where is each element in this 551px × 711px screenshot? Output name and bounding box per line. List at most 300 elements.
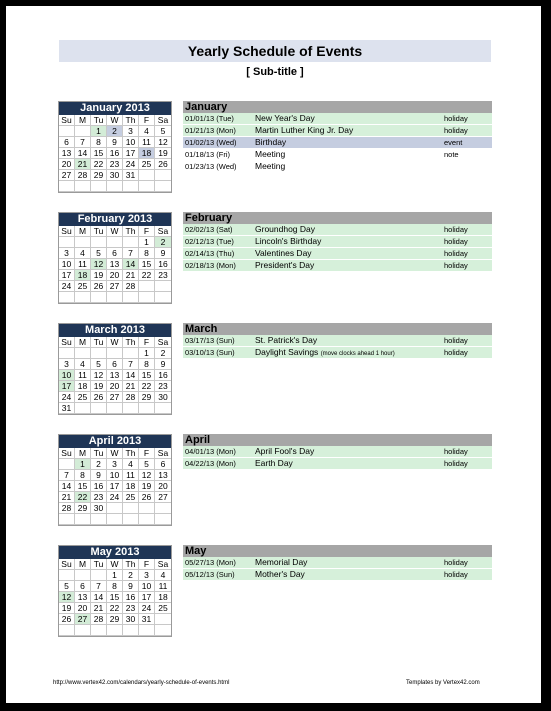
calendar-day-cell: 5 [91, 248, 107, 259]
calendar-day-cell: 27 [107, 281, 123, 292]
weekday-label: Tu [91, 226, 107, 237]
calendar-week-row [59, 581, 171, 592]
calendar-day-cell: 11 [123, 470, 139, 481]
calendar-day-cell [91, 348, 107, 359]
calendar-day-cell: 23 [155, 381, 171, 392]
calendar-day-cell: 17 [59, 381, 75, 392]
events-list [183, 545, 492, 581]
event-date: 01/02/13 (Wed) [185, 138, 237, 147]
calendar-day-cell [59, 348, 75, 359]
calendar-day-cell: 12 [91, 259, 107, 270]
calendar-day-cell: 15 [75, 481, 91, 492]
calendar-day-cell: 6 [107, 248, 123, 259]
event-name-cell [255, 161, 285, 172]
calendar-day-cell: 2 [91, 459, 107, 470]
calendar-day-cell: 12 [155, 137, 171, 148]
footer-credit[interactable]: Templates by Vertex42.com [406, 680, 480, 686]
calendar-day-cell: 1 [139, 237, 155, 248]
month-section-header: March [183, 323, 492, 335]
calendar-week-row [59, 370, 171, 381]
event-row [183, 125, 492, 137]
calendar-day-cell: 18 [75, 381, 91, 392]
event-row [183, 236, 492, 248]
event-name: Groundhog Day [255, 224, 316, 234]
weekday-label: W [107, 115, 123, 126]
calendar-week-row [59, 592, 171, 603]
calendar-week-row [59, 281, 171, 292]
event-row [183, 224, 492, 236]
calendar-day-cell: 21 [123, 381, 139, 392]
calendar-day-cell [59, 625, 75, 636]
calendar-day-cell: 25 [75, 392, 91, 403]
event-name: Earth Day [255, 458, 293, 468]
month-section-header: April [183, 434, 492, 446]
calendar-day-cell: 4 [123, 459, 139, 470]
calendar-day-cell: 20 [107, 270, 123, 281]
weekday-label: W [107, 559, 123, 570]
calendar-day-cell: 25 [75, 281, 91, 292]
calendar-day-cell [139, 514, 155, 525]
calendar-day-cell: 8 [107, 581, 123, 592]
event-name-cell [255, 125, 353, 136]
event-row [183, 446, 492, 458]
event-type: holiday [444, 237, 468, 246]
weekday-label: M [75, 337, 91, 348]
weekday-label: F [139, 337, 155, 348]
calendar-day-cell: 11 [75, 259, 91, 270]
weekday-label: F [139, 448, 155, 459]
calendar-day-cell [155, 403, 171, 414]
weekday-label: M [75, 115, 91, 126]
calendar-week-row [59, 570, 171, 581]
calendar-day-cell: 27 [59, 170, 75, 181]
event-type: holiday [444, 348, 468, 357]
calendar-day-cell [75, 181, 91, 192]
calendar-week-row [59, 259, 171, 270]
calendar-week-row [59, 603, 171, 614]
event-name: Valentines Day [255, 248, 312, 258]
event-name-cell [255, 446, 314, 457]
calendar-day-cell: 9 [155, 248, 171, 259]
event-row [183, 458, 492, 470]
calendar-day-cell: 29 [91, 170, 107, 181]
weekday-label: F [139, 115, 155, 126]
calendar-day-cell: 8 [139, 248, 155, 259]
event-name: April Fool's Day [255, 446, 315, 456]
calendar-day-cell: 28 [123, 281, 139, 292]
mini-calendar [58, 434, 172, 526]
calendar-day-cell: 19 [139, 481, 155, 492]
calendar-week-row [59, 514, 171, 525]
calendar-week-row [59, 625, 171, 636]
calendar-day-cell: 2 [107, 126, 123, 137]
event-name-cell [255, 557, 307, 568]
calendar-day-cell: 7 [123, 248, 139, 259]
calendar-week-row [59, 126, 171, 137]
calendar-day-cell [155, 503, 171, 514]
event-date: 03/17/13 (Sun) [185, 336, 235, 345]
calendar-day-cell [59, 292, 75, 303]
event-date: 03/10/13 (Sun) [185, 348, 235, 357]
calendar-day-cell: 7 [91, 581, 107, 592]
calendar-day-cell [155, 281, 171, 292]
calendar-day-cell [155, 170, 171, 181]
calendar-day-cell [123, 292, 139, 303]
calendar-day-cell: 29 [75, 503, 91, 514]
schedule-page [6, 6, 541, 703]
calendar-day-cell [123, 503, 139, 514]
calendar-day-cell [91, 625, 107, 636]
weekday-label: W [107, 337, 123, 348]
calendar-day-cell: 21 [75, 159, 91, 170]
calendar-day-cell: 12 [139, 470, 155, 481]
calendar-day-cell: 16 [155, 370, 171, 381]
event-name-cell [255, 224, 315, 235]
calendar-day-cell: 31 [123, 170, 139, 181]
calendar-day-cell: 19 [91, 270, 107, 281]
weekday-label: Sa [155, 226, 171, 237]
event-type: holiday [444, 570, 468, 579]
calendar-day-cell: 10 [123, 137, 139, 148]
calendar-day-cell [107, 503, 123, 514]
calendar-day-cell: 20 [107, 381, 123, 392]
calendar-day-cell: 3 [59, 248, 75, 259]
calendar-day-cell: 2 [123, 570, 139, 581]
calendar-week-row [59, 270, 171, 281]
events-list [183, 212, 492, 272]
event-name-cell [255, 149, 285, 160]
calendar-day-cell: 21 [123, 270, 139, 281]
weekday-label: Sa [155, 448, 171, 459]
calendar-day-cell: 18 [155, 592, 171, 603]
event-row [183, 161, 492, 173]
calendar-day-cell: 15 [91, 148, 107, 159]
calendar-day-cell: 20 [155, 481, 171, 492]
calendar-day-cell [107, 181, 123, 192]
calendar-day-cell: 24 [107, 492, 123, 503]
calendar-day-cell: 16 [107, 148, 123, 159]
calendar-week-row [59, 503, 171, 514]
calendar-day-cell: 12 [59, 592, 75, 603]
calendar-day-cell [107, 237, 123, 248]
calendar-day-cell [139, 292, 155, 303]
calendar-day-cell: 8 [139, 359, 155, 370]
calendar-day-cell: 15 [139, 259, 155, 270]
mini-calendar [58, 212, 172, 304]
calendar-day-cell [139, 181, 155, 192]
weekday-label: Sa [155, 337, 171, 348]
event-name-cell [255, 113, 315, 124]
mini-calendar [58, 101, 172, 193]
calendar-day-cell [155, 181, 171, 192]
mini-calendar [58, 323, 172, 415]
calendar-day-cell [75, 348, 91, 359]
event-name: Mother's Day [255, 569, 305, 579]
calendar-day-cell [75, 570, 91, 581]
calendar-day-cell: 29 [139, 392, 155, 403]
calendar-day-cell: 1 [107, 570, 123, 581]
event-row [183, 149, 492, 161]
calendar-day-cell: 9 [123, 581, 139, 592]
calendar-day-cell: 24 [123, 159, 139, 170]
event-date: 05/27/13 (Mon) [185, 558, 236, 567]
calendar-day-cell: 28 [75, 170, 91, 181]
event-row [183, 113, 492, 125]
events-list [183, 323, 492, 359]
event-date: 05/12/13 (Sun) [185, 570, 235, 579]
weekday-label: M [75, 559, 91, 570]
calendar-day-cell: 4 [75, 359, 91, 370]
weekday-label: Th [123, 115, 139, 126]
mini-calendar [58, 545, 172, 637]
calendar-day-cell: 22 [75, 492, 91, 503]
weekday-label: Th [123, 559, 139, 570]
calendar-day-cell: 29 [107, 614, 123, 625]
calendar-week-row [59, 470, 171, 481]
calendar-day-cell: 16 [91, 481, 107, 492]
weekday-label: Sa [155, 559, 171, 570]
event-row [183, 557, 492, 569]
event-type: holiday [444, 114, 468, 123]
calendar-week-row [59, 614, 171, 625]
calendar-day-cell: 28 [123, 392, 139, 403]
calendar-week-row [59, 392, 171, 403]
calendar-day-cell: 18 [123, 481, 139, 492]
event-name: Martin Luther King Jr. Day [255, 125, 354, 135]
event-name-cell [255, 236, 321, 247]
calendar-day-cell: 21 [59, 492, 75, 503]
calendar-day-cell: 24 [139, 603, 155, 614]
calendar-day-cell: 1 [91, 126, 107, 137]
calendar-day-cell: 18 [75, 270, 91, 281]
calendar-day-cell [107, 514, 123, 525]
event-name: Meeting [255, 149, 286, 159]
calendar-title: April 2013 [59, 435, 171, 448]
event-row [183, 137, 492, 149]
calendar-day-cell: 30 [107, 170, 123, 181]
calendar-week-row [59, 459, 171, 470]
calendar-day-cell: 10 [107, 470, 123, 481]
page-subtitle: [ Sub-title ] [246, 66, 304, 78]
calendar-title: February 2013 [59, 213, 171, 226]
calendar-day-cell [107, 292, 123, 303]
calendar-day-cell: 16 [155, 259, 171, 270]
calendar-day-cell: 11 [155, 581, 171, 592]
calendar-day-cell: 13 [59, 148, 75, 159]
calendar-day-cell: 30 [91, 503, 107, 514]
event-name: President's Day [255, 260, 315, 270]
calendar-day-cell: 22 [107, 603, 123, 614]
weekday-header-row [59, 337, 171, 348]
calendar-day-cell: 2 [155, 348, 171, 359]
weekday-label: Th [123, 337, 139, 348]
calendar-day-cell: 26 [155, 159, 171, 170]
event-name: Lincoln's Birthday [255, 236, 322, 246]
calendar-day-cell: 13 [107, 259, 123, 270]
weekday-label: Th [123, 448, 139, 459]
calendar-day-cell: 1 [139, 348, 155, 359]
calendar-day-cell [91, 570, 107, 581]
event-row [183, 347, 492, 359]
calendar-day-cell: 7 [59, 470, 75, 481]
footer-url[interactable]: http://www.vertex42.com/calendars/yearly-schedule-of-events.html [53, 680, 230, 686]
calendar-week-row [59, 492, 171, 503]
calendar-day-cell: 22 [139, 270, 155, 281]
weekday-label: Su [59, 226, 75, 237]
calendar-day-cell: 3 [107, 459, 123, 470]
calendar-week-row [59, 181, 171, 192]
event-name: Memorial Day [255, 557, 308, 567]
event-type: event [444, 138, 463, 147]
calendar-day-cell: 4 [75, 248, 91, 259]
calendar-day-cell: 20 [59, 159, 75, 170]
calendar-day-cell: 5 [59, 581, 75, 592]
weekday-label: Tu [91, 448, 107, 459]
calendar-day-cell: 8 [75, 470, 91, 481]
event-date: 01/18/13 (Fri) [185, 150, 231, 159]
calendar-day-cell [59, 459, 75, 470]
calendar-day-cell: 7 [123, 359, 139, 370]
calendar-day-cell: 23 [107, 159, 123, 170]
weekday-label: Su [59, 559, 75, 570]
calendar-day-cell: 9 [107, 137, 123, 148]
event-date: 02/14/13 (Thu) [185, 249, 235, 258]
event-type: holiday [444, 558, 468, 567]
calendar-day-cell [75, 625, 91, 636]
calendar-day-cell: 14 [75, 148, 91, 159]
event-note: (move clocks ahead 1 hour) [320, 351, 395, 357]
event-name-cell [255, 347, 395, 360]
calendar-day-cell [123, 625, 139, 636]
calendar-week-row [59, 403, 171, 414]
calendar-day-cell: 23 [123, 603, 139, 614]
calendar-day-cell [75, 237, 91, 248]
calendar-day-cell: 30 [155, 392, 171, 403]
event-date: 01/21/13 (Mon) [185, 126, 236, 135]
event-type: holiday [444, 249, 468, 258]
calendar-day-cell: 4 [139, 126, 155, 137]
calendar-day-cell [139, 170, 155, 181]
calendar-day-cell [123, 403, 139, 414]
calendar-day-cell [139, 281, 155, 292]
event-row [183, 260, 492, 272]
event-type: holiday [444, 459, 468, 468]
page-title: Yearly Schedule of Events [187, 43, 363, 59]
calendar-day-cell: 22 [91, 159, 107, 170]
calendar-week-row [59, 248, 171, 259]
month-section-header: February [183, 212, 492, 224]
calendar-week-row [59, 148, 171, 159]
event-date: 02/18/13 (Mon) [185, 261, 236, 270]
calendar-day-cell: 10 [139, 581, 155, 592]
calendar-day-cell: 4 [155, 570, 171, 581]
event-name-cell [255, 335, 317, 346]
calendar-day-cell: 26 [91, 281, 107, 292]
calendar-day-cell: 11 [75, 370, 91, 381]
weekday-label: W [107, 226, 123, 237]
calendar-day-cell [139, 403, 155, 414]
weekday-label: M [75, 226, 91, 237]
event-name: New Year's Day [255, 113, 315, 123]
events-list [183, 434, 492, 470]
calendar-day-cell: 6 [107, 359, 123, 370]
calendar-day-cell: 14 [123, 259, 139, 270]
weekday-header-row [59, 115, 171, 126]
calendar-day-cell: 7 [75, 137, 91, 148]
weekday-label: Sa [155, 115, 171, 126]
calendar-day-cell: 31 [59, 403, 75, 414]
event-name-cell [255, 137, 286, 148]
calendar-day-cell: 6 [59, 137, 75, 148]
calendar-day-cell [155, 514, 171, 525]
calendar-day-cell: 1 [75, 459, 91, 470]
calendar-day-cell: 19 [91, 381, 107, 392]
calendar-day-cell: 25 [123, 492, 139, 503]
event-type: holiday [444, 261, 468, 270]
calendar-day-cell: 15 [107, 592, 123, 603]
event-name: Birthday [255, 137, 287, 147]
event-date: 02/12/13 (Tue) [185, 237, 234, 246]
event-type: holiday [444, 225, 468, 234]
calendar-week-row [59, 481, 171, 492]
calendar-day-cell [75, 514, 91, 525]
event-date: 02/02/13 (Sat) [185, 225, 233, 234]
calendar-day-cell: 17 [123, 148, 139, 159]
weekday-label: Tu [91, 559, 107, 570]
title-bar [59, 40, 491, 62]
calendar-title: March 2013 [59, 324, 171, 337]
event-date: 04/22/13 (Mon) [185, 459, 236, 468]
calendar-day-cell [91, 292, 107, 303]
calendar-day-cell [75, 292, 91, 303]
calendar-day-cell: 21 [91, 603, 107, 614]
event-row [183, 248, 492, 260]
event-type: holiday [444, 336, 468, 345]
calendar-day-cell [59, 237, 75, 248]
calendar-week-row [59, 170, 171, 181]
calendar-day-cell: 13 [75, 592, 91, 603]
calendar-day-cell: 27 [75, 614, 91, 625]
calendar-week-row [59, 348, 171, 359]
calendar-week-row [59, 292, 171, 303]
event-name-cell [255, 458, 293, 469]
calendar-day-cell [123, 514, 139, 525]
weekday-label: Tu [91, 115, 107, 126]
calendar-day-cell: 3 [59, 359, 75, 370]
event-date: 04/01/13 (Mon) [185, 447, 236, 456]
calendar-day-cell [123, 181, 139, 192]
calendar-day-cell: 25 [155, 603, 171, 614]
month-section-header: May [183, 545, 492, 557]
calendar-day-cell: 6 [75, 581, 91, 592]
events-list [183, 101, 492, 173]
calendar-day-cell: 18 [139, 148, 155, 159]
calendar-day-cell: 13 [155, 470, 171, 481]
event-type: note [444, 150, 459, 159]
calendar-day-cell [91, 181, 107, 192]
event-name-cell [255, 569, 305, 580]
calendar-day-cell [75, 126, 91, 137]
weekday-label: Su [59, 115, 75, 126]
calendar-day-cell: 20 [75, 603, 91, 614]
weekday-label: Th [123, 226, 139, 237]
calendar-day-cell: 28 [91, 614, 107, 625]
calendar-day-cell [91, 514, 107, 525]
event-date: 01/01/13 (Tue) [185, 114, 234, 123]
calendar-day-cell [75, 403, 91, 414]
weekday-header-row [59, 226, 171, 237]
weekday-header-row [59, 559, 171, 570]
